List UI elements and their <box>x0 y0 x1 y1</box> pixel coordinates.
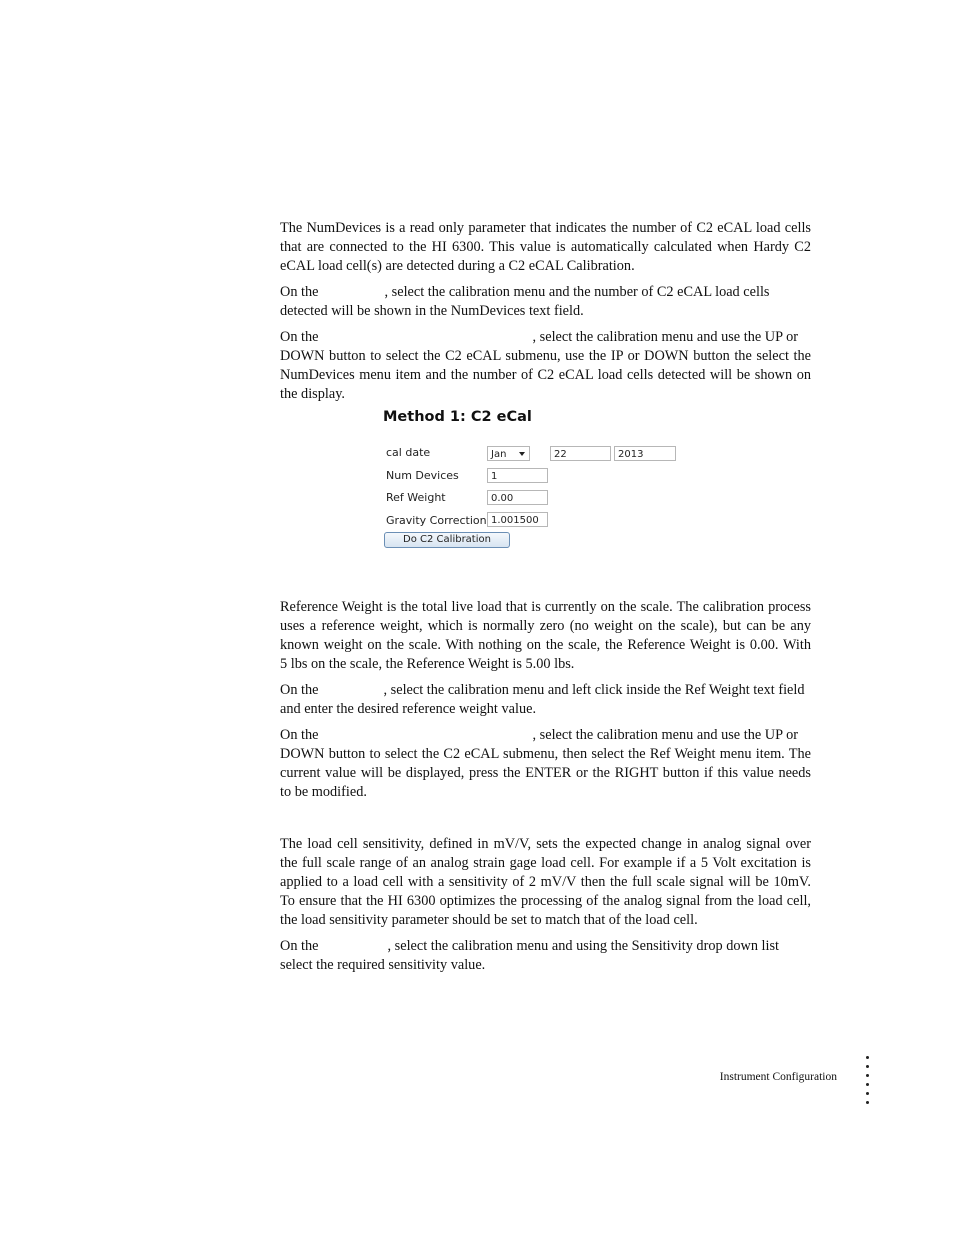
chevron-down-icon <box>519 452 525 456</box>
text-line: detected will be shown in the NumDevices text field. <box>280 302 584 319</box>
gravity-correction-label: Gravity Correction <box>386 514 487 527</box>
text-line: The NumDevices is a read only parameter that indicates the number of C2 eCAL load cells <box>280 220 811 236</box>
footer-dots-decoration <box>865 1056 871 1110</box>
num-devices-field[interactable]: 1 <box>487 468 548 483</box>
dot-icon <box>866 1056 869 1059</box>
text-line: On the , select the calibration menu and use the UP or <box>280 727 798 743</box>
text-line: On the , select the calibration menu and use the UP or <box>280 329 798 345</box>
dot-icon <box>866 1074 869 1077</box>
ref-weight-label: Ref Weight <box>386 491 446 504</box>
text-line: DOWN button to select the C2 eCAL submenu, use the IP or DOWN button the select the <box>280 347 811 364</box>
numdevices-display-instructions <box>280 328 811 404</box>
text-line: To ensure that the HI 6300 optimizes the processing of the analog signal from the load cell, <box>280 892 811 909</box>
text-line: 5 lbs on the scale, the Reference Weight is 5.00 lbs. <box>280 655 575 672</box>
text-line: eCAL load cell(s) are detected during a C2 eCAL Calibration. <box>280 257 635 274</box>
text-line: On the , select the calibration menu and left click inside the Ref Weight text field <box>280 682 805 698</box>
sensitivity-web-instructions <box>280 937 811 975</box>
text-line: The load cell sensitivity, defined in mV/V, sets the expected change in analog signal over <box>280 836 811 852</box>
cal-day-field[interactable]: 22 <box>550 446 611 461</box>
text-line: On the , select the calibration menu and using the Sensitivity drop down list <box>280 938 780 954</box>
refweight-display-instructions <box>280 726 811 802</box>
gravity-correction-field[interactable]: 1.001500 <box>487 512 548 527</box>
refweight-web-instructions <box>280 681 811 719</box>
text-line: to be modified. <box>280 783 367 800</box>
text-line: known weight on the scale. With nothing on the scale, the Reference Weight is 0.00. With <box>280 636 811 653</box>
sensitivity-description <box>280 835 811 930</box>
num-devices-label: Num Devices <box>386 469 459 482</box>
cal-month-value: Jan <box>491 449 507 460</box>
text-line: applied to a load cell with a sensitivity of 2 mV/V then the full scale signal will be 10mV. <box>280 873 811 890</box>
ref-weight-field[interactable]: 0.00 <box>487 490 548 505</box>
text-line: On the , select the calibration menu and the number of C2 eCAL load cells <box>280 284 770 300</box>
refweight-description <box>280 598 811 674</box>
text-line: Reference Weight is the total live load that is currently on the scale. The calibration process <box>280 599 811 615</box>
page-footer-section-title: Instrument Configuration <box>719 1071 837 1083</box>
cal-date-label: cal date <box>386 446 431 459</box>
dot-icon <box>866 1092 869 1095</box>
text-line: the display. <box>280 385 345 402</box>
cal-year-field[interactable]: 2013 <box>614 446 676 461</box>
text-line: the load sensitivity parameter should be set to match that of the load cell. <box>280 911 698 928</box>
c2-ecal-figure <box>380 405 690 555</box>
text-line: NumDevices menu item and the number of C2 eCAL load cells detected will be shown on <box>280 366 811 383</box>
figure-title: Method 1: C2 eCal <box>383 409 532 425</box>
dot-icon <box>866 1065 869 1068</box>
text-line: DOWN button to select the C2 eCAL submenu, then select the Ref Weight menu item. The <box>280 745 811 762</box>
text-line: that are connected to the HI 6300. This value is automatically calculated when Hardy C2 <box>280 238 811 255</box>
dot-icon <box>866 1083 869 1086</box>
numdevices-description <box>280 219 811 276</box>
text-line: the full scale range of an analog strain gage load cell. For example if a 5 Volt excitation is <box>280 854 811 871</box>
do-c2-calibration-button[interactable]: Do C2 Calibration <box>384 532 510 548</box>
cal-month-select[interactable] <box>487 446 530 461</box>
numdevices-web-instructions <box>280 283 811 321</box>
text-line: uses a reference weight, which is normally zero (no weight on the scale), but can be any <box>280 617 811 634</box>
dot-icon <box>866 1101 869 1104</box>
text-line: select the required sensitivity value. <box>280 956 486 973</box>
text-line: and enter the desired reference weight value. <box>280 700 537 717</box>
text-line: current value will be displayed, press the ENTER or the RIGHT button if this value needs <box>280 764 811 781</box>
